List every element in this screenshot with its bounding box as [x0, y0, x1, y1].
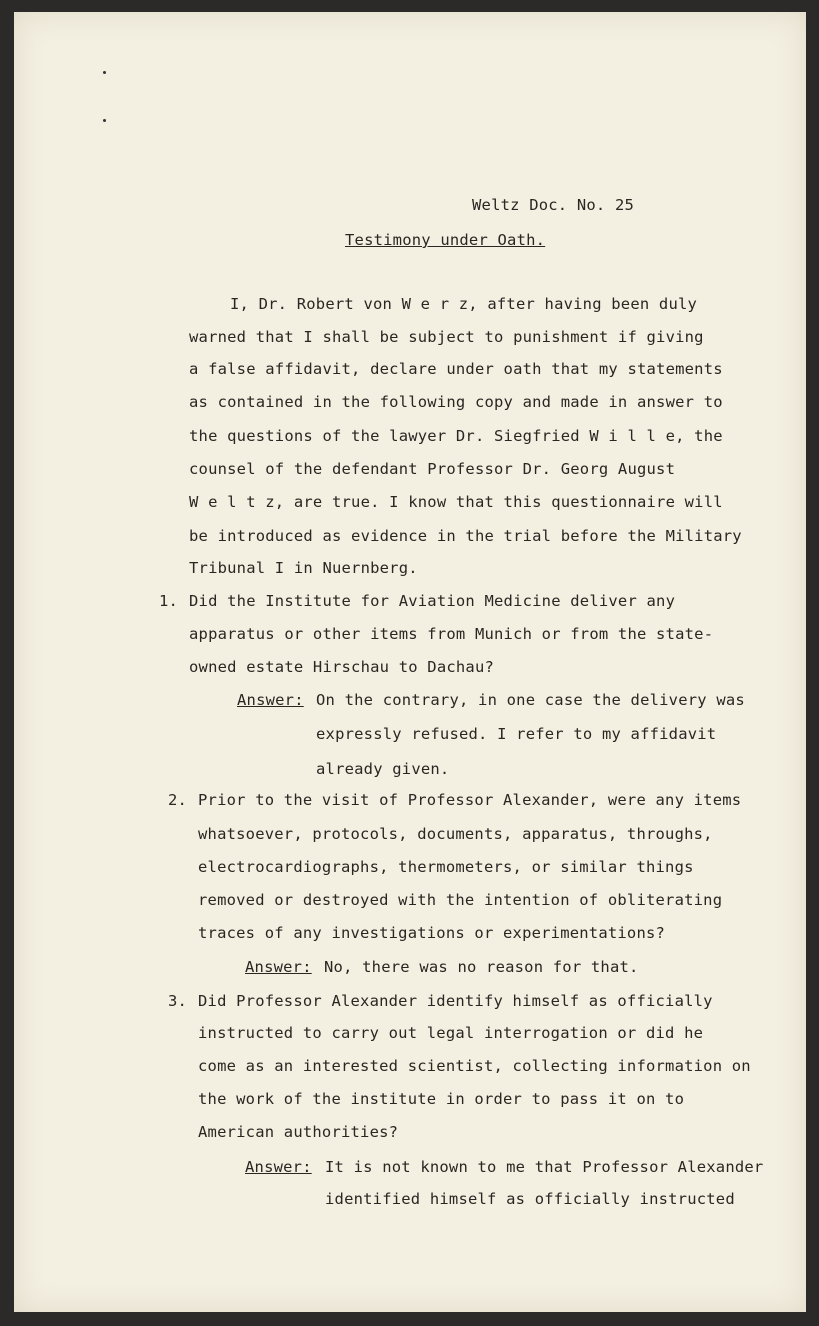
answer-line: No, there was no reason for that. [324, 958, 639, 976]
question-line: Did Professor Alexander identify himself as officially [198, 992, 713, 1010]
intro-line: warned that I shall be subject to punishment if giving [189, 328, 704, 346]
question-line: electrocardiographs, thermometers, or similar things [198, 858, 694, 876]
intro-line: a false affidavit, declare under oath that my statements [189, 360, 723, 378]
question-number: 3. [168, 992, 188, 1010]
doc-title: Testimony under Oath. [345, 231, 546, 249]
answer-line: It is not known to me that Professor Alexander [325, 1158, 764, 1176]
question-number: 1. [159, 592, 179, 610]
question-line: apparatus or other items from Munich or from the state- [189, 625, 714, 643]
doc-number: Weltz Doc. No. 25 [472, 196, 635, 214]
question-line: whatsoever, protocols, documents, apparatus, throughs, [198, 825, 713, 843]
intro-line: I, Dr. Robert von W e r z, after having been duly [230, 295, 698, 313]
question-line: Prior to the visit of Professor Alexander, were any items [198, 791, 742, 809]
answer-line: identified himself as officially instructed [325, 1190, 735, 1208]
punch-mark [103, 71, 106, 74]
question-line: American authorities? [198, 1123, 399, 1141]
answer-line: expressly refused. I refer to my affidavit [316, 725, 717, 743]
answer-label: Answer: [245, 1158, 312, 1176]
question-number: 2. [168, 791, 188, 809]
document-page [14, 12, 806, 1312]
intro-line: Tribunal I in Nuernberg. [189, 559, 418, 577]
question-line: removed or destroyed with the intention of obliterating [198, 891, 723, 909]
intro-line: be introduced as evidence in the trial before the Military [189, 527, 742, 545]
intro-line: the questions of the lawyer Dr. Siegfried W i l l e, the [189, 427, 723, 445]
answer-line: On the contrary, in one case the delivery was [316, 691, 745, 709]
punch-mark [103, 119, 106, 122]
intro-line: W e l t z, are true. I know that this questionnaire will [189, 493, 723, 511]
answer-line: already given. [316, 760, 450, 778]
question-line: Did the Institute for Aviation Medicine deliver any [189, 592, 676, 610]
question-line: instructed to carry out legal interrogation or did he [198, 1024, 704, 1042]
answer-label: Answer: [245, 958, 312, 976]
question-line: the work of the institute in order to pass it on to [198, 1090, 685, 1108]
answer-label: Answer: [237, 691, 304, 709]
question-line: traces of any investigations or experimentations? [198, 924, 666, 942]
intro-line: as contained in the following copy and made in answer to [189, 393, 723, 411]
intro-line: counsel of the defendant Professor Dr. Georg August [189, 460, 676, 478]
question-line: owned estate Hirschau to Dachau? [189, 658, 495, 676]
question-line: come as an interested scientist, collecting information on [198, 1057, 751, 1075]
